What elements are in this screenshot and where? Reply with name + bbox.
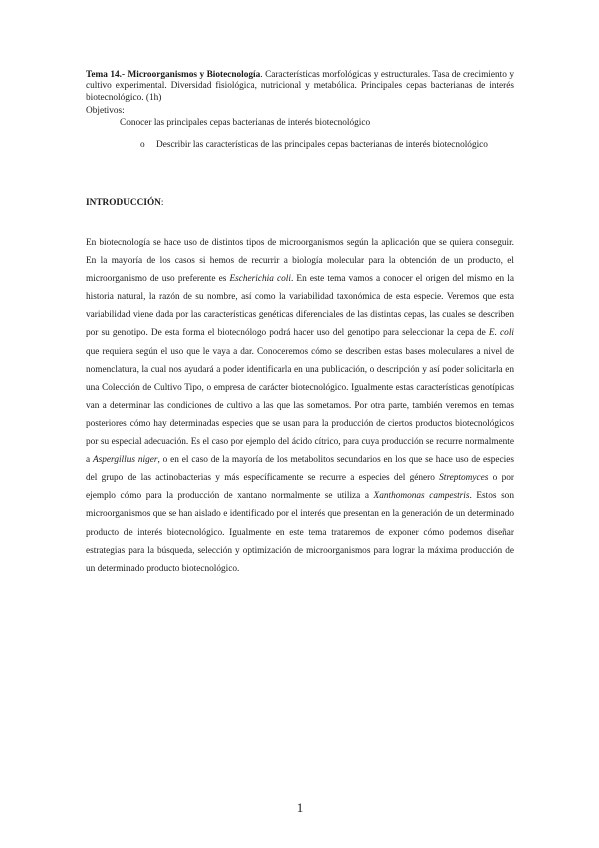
- section-title: [86, 198, 164, 208]
- paragraph-segment: que requiera según el uso que le vaya a dar. Conoceremos cómo se describen estas bases moleculares a nivel de nomenclatura, la cual nos ayudará a poder identificarla en una publicación, o descripción y así poder solicitarla en una Colección de Cultivo Tipo, o empresa de carácter biotecnológico. Igualmente estas características genotípicas van a determinar las condiciones de cultivo a las que las sometamos. Por otra parte, también veremos en temas posteriores cómo hay determinadas especies que se usan para la producción de ciertos productos biotecnológicos por su especial adecuación. Es el caso por ejemplo del ácido cítrico, para cuya producción se recurre normalmente a: [86, 346, 514, 466]
- objective-item-1: Conocer las principales cepas bacterianas de interés biotecnológico: [120, 118, 371, 128]
- objective-item-2: [140, 140, 514, 151]
- paragraph-segment: . En este tema vamos a conocer el origen del mismo en la historia natural, la razón de su nombre, así como la variabilidad taxonómica de esta especie. Veremos que esta variabilidad viene dada por las características genéticas diferenciales de las distintas cepas, las cuales se describen por su genotipo. De esta forma el biotecnólogo podrá hacer uso del genotipo para seleccionar la cepa de: [86, 274, 515, 339]
- bullet-icon: o: [140, 140, 145, 150]
- objectives-label: Objetivos:: [86, 106, 125, 116]
- species-name: Xanthomonas campestris: [373, 491, 470, 502]
- topic-header: [86, 70, 514, 104]
- genus-name: Streptomyces: [439, 473, 489, 484]
- page-number: 1: [296, 800, 304, 815]
- paragraph-segment: , o en el caso de la mayoría de los metabolitos secundarios en los que se hace uso de especies del grupo de las actinobacterias y más específicamente se recurre a especies del género: [86, 455, 514, 484]
- paragraph-segment: o por ejemplo cómo para la producción de xantano normalmente se utiliza a: [86, 473, 514, 502]
- species-name: Aspergillus niger: [92, 455, 158, 466]
- section-title-suffix: :: [160, 198, 164, 208]
- species-name: E. coli: [488, 328, 514, 339]
- intro-paragraph: [86, 234, 514, 578]
- topic-description: . Características morfológicas y estructurales. Tasa de crecimiento y cultivo experimental. Diversidad fisiológica, nutricional y metabólica. Principales cepas bacterianas de interés biotecnológico. (1h): [86, 70, 514, 103]
- species-name: Escherichia coli: [229, 274, 291, 285]
- objective-item-2-text: Describir las características de las principales cepas bacterianas de interés biotecnológico: [156, 140, 488, 150]
- paragraph-segment: En biotecnología se hace uso de distintos tipos de microorganismos según la aplicación que se quiera conseguir. En la mayoría de los casos si hemos de recurrir a biología molecular para la obtención de un producto, el microorganismo de uso preferente es: [86, 238, 514, 285]
- topic-title: Tema 14.- Microorganismos y Biotecnología: [86, 70, 261, 80]
- section-title-text: INTRODUCCIÓN: [86, 198, 161, 208]
- paragraph-segment: . Estos son microorganismos que se han aislado e identificado por el interés que presentan en la generación de un determinado producto de interés biotecnológico. Igualmente en este tema trataremos de exponer cómo podemos diseñar estrategias para la búsqueda, selección y optimización de microorganismos para lograr la máxima producción de un determinado producto biotecnológico.: [86, 491, 514, 574]
